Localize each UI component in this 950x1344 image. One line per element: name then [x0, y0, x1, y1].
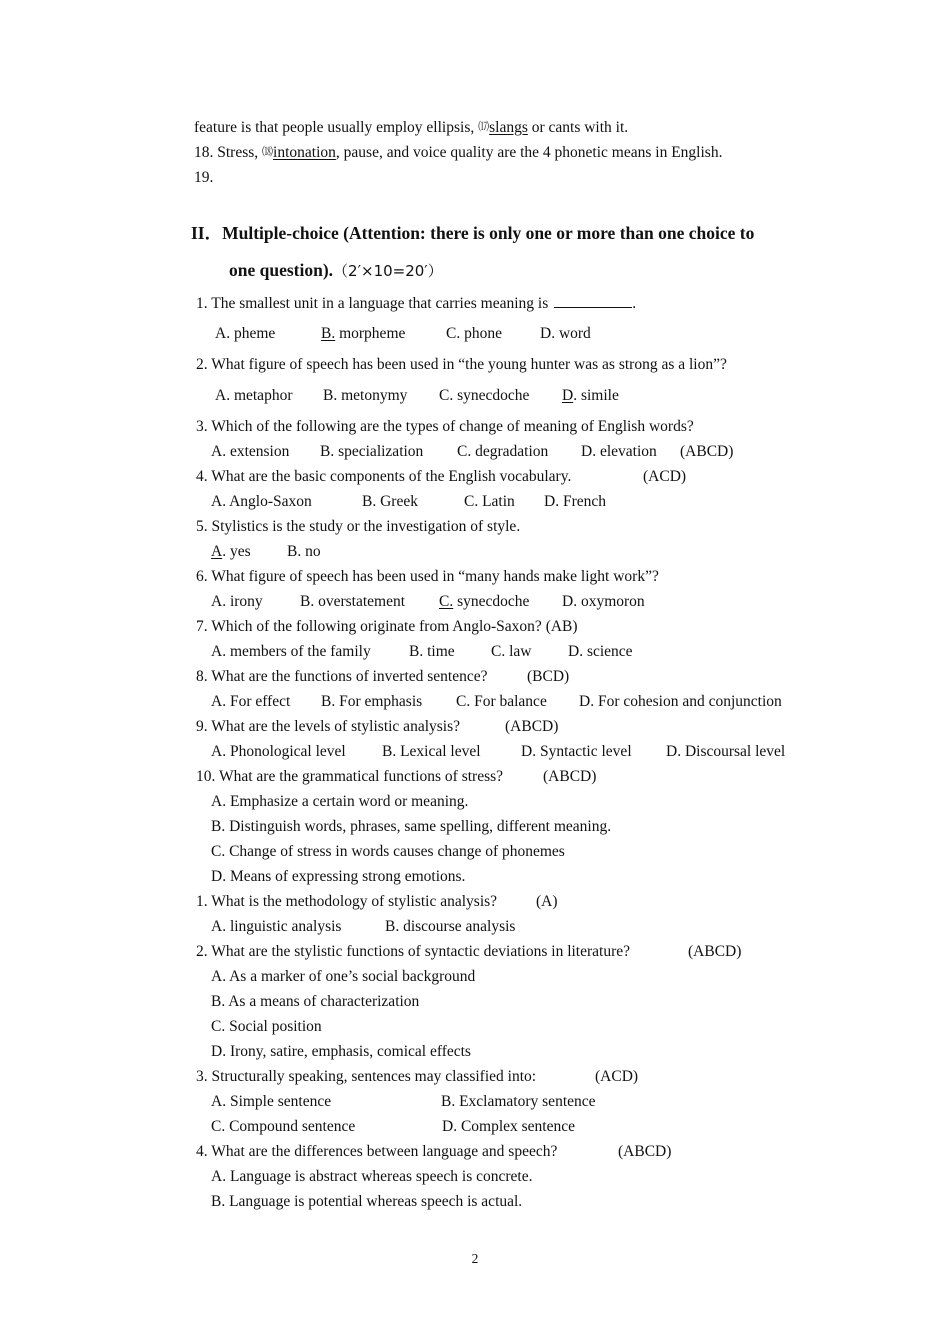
answer-key: (ACD) — [643, 468, 687, 485]
option-a: A. Emphasize a certain word or meaning. — [211, 793, 469, 810]
option-b: B. overstatement — [300, 593, 406, 610]
option-d: D. word — [540, 325, 591, 342]
option-b: B. morpheme — [321, 325, 406, 342]
answer-key: (ABCD) — [505, 718, 559, 735]
option-a: A. extension — [211, 443, 290, 460]
question-2-stem: 2. What figure of speech has been used in “the young hunter was as strong as a lion”? — [196, 356, 727, 373]
option-a: A. pheme — [215, 325, 276, 342]
section-score: （2′×10=20′） — [333, 262, 443, 280]
option-b: B. For emphasis — [321, 693, 423, 710]
option-a: A. irony — [211, 593, 263, 610]
answer-key: (ACD) — [595, 1068, 639, 1085]
option-a: A. Phonological level — [211, 743, 346, 760]
answer-key: (BCD) — [527, 668, 570, 685]
answer-key: (A) — [536, 893, 558, 910]
option-c: C. synecdoche — [439, 387, 530, 404]
answer-key: (ABCD) — [618, 1143, 672, 1160]
option-d: D. simile — [562, 387, 619, 404]
option-b: B. no — [287, 543, 321, 560]
question-6-stem: 6. What figure of speech has been used in “many hands make light work”? — [196, 568, 659, 585]
option-d: D. elevation — [581, 443, 657, 460]
option-c: C. For balance — [456, 693, 547, 710]
option-b: B. time — [409, 643, 455, 660]
answer-intonation: intonation — [273, 144, 336, 161]
option-d: D. oxymoron — [562, 593, 645, 610]
question-5-stem: 5. Stylistics is the study or the investigation of style. — [196, 518, 521, 535]
option-c: D. Syntactic level — [521, 743, 632, 760]
option-c: C. Social position — [211, 1018, 322, 1035]
option-b: B. As a means of characterization — [211, 993, 420, 1010]
option-a: A. For effect — [211, 693, 291, 710]
option-a: A. As a marker of one’s social background — [211, 968, 476, 985]
option-a: A. yes — [211, 543, 251, 560]
question-7-stem: 7. Which of the following originate from Anglo-Saxon? (AB) — [196, 618, 578, 635]
answer-line-19: 19. — [194, 169, 214, 186]
option-b: B. metonymy — [323, 387, 408, 404]
option-d: D. Discoursal level — [666, 743, 786, 760]
option-b: B. Greek — [362, 493, 418, 510]
option-d: D. French — [544, 493, 606, 510]
option-d: D. Means of expressing strong emotions. — [211, 868, 466, 885]
option-a: A. linguistic analysis — [211, 918, 342, 935]
option-d: D. science — [568, 643, 633, 660]
option-d: D. For cohesion and conjunction — [579, 693, 782, 710]
option-a: A. members of the family — [211, 643, 371, 660]
answer-key: (ABCD) — [680, 443, 734, 460]
fill-blank — [554, 293, 632, 308]
option-a: A. Language is abstract whereas speech is concrete. — [211, 1168, 533, 1185]
option-a: A. Simple sentence — [211, 1093, 332, 1110]
answer-slangs: slangs — [489, 119, 528, 136]
question-3-stem: 3. Which of the following are the types of change of meaning of English words? — [196, 418, 694, 435]
circled-number-18: ⒅ — [262, 146, 273, 158]
section-title-line2: one question).（2′×10=20′） — [229, 260, 443, 280]
answer-line-17: feature is that people usually employ ellipsis, ⒄slangs or cants with it. — [194, 119, 629, 136]
option-c: C. Latin — [464, 493, 515, 510]
option-a: A. Anglo-Saxon — [211, 493, 312, 510]
option-b: B. Lexical level — [382, 743, 481, 760]
answer-key: (ABCD) — [688, 943, 742, 960]
answer-line-18: 18. Stress, ⒅intonation, pause, and voice quality are the 4 phonetic means in English. — [194, 144, 723, 161]
option-b: B. discourse analysis — [385, 918, 516, 935]
option-b: B. Exclamatory sentence — [441, 1093, 596, 1110]
option-d: D. Irony, satire, emphasis, comical effects — [211, 1043, 471, 1060]
document-page: feature is that people usually employ ellipsis, ⒄slangs or cants with it. 18. Stress, ⒅intonation, pause, and voice quality are the 4 phonetic means in English. 19. II．Multiple-choice (Attention: there is only one or more than one choice to one question).（2′×10=20′） 1. The smallest unit in a language that carries meaning is . A. pheme B. morpheme C. phone D. word 2. What figure of speech has been used in “the young hunter was as strong as a lion”? A. metaphor B. metonymy C. synecdoche D. simile 3. Which of the following are the types of change of meaning of English words? A. extension B. specialization C. degradation D. elevation (ABCD) 4. What are the basic components of the English vocabulary. (ACD) A. Anglo-Saxon B. Greek C. Latin D. French 5. Stylistics is the study or the investigation of style. A. yes B. no 6. What figure of speech has been used in “many hands make light work”? A. irony B. overstatement C. synecdoche D. oxymoron 7. Which of the following originate from Anglo-Saxon? (AB) A. members of the family B. time C. law D. science 8. What are the functions of inverted sentence? (BCD) A. For effect B. For emphasis C. For balance D. For cohesion and conjunction 9. What are the levels of stylistic analysis? (ABCD) A. Phonological level B. Lexical level D. Syntactic level D. Discoursal level 10. What are the grammatical functions of stress? (ABCD) A. Emphasize a certain word or meaning. B. Distinguish words, phrases, same spelling, different meaning. C. Change of stress in words causes change of phonemes D. Means of expressing strong emotions. 1. What is the methodology of stylistic analysis? (A) A. linguistic analysis B. discourse analysis 2. What are the stylistic functions of syntactic deviations in literature? (ABCD) A. As a marker of one’s social background B. As a means of characterization C. Social position D. Irony, satire, emphasis, comical effects 3. Structurally speaking, sentences may classified into: (ACD) A. Simple sentence B. Exclamatory sentence C. Compound sentence D. Complex sentence 4. What are the differences between language and speech? (ABCD) A. Language is abstract whereas speech is concrete. B. Language is potential whereas speech is actual. 2 — [0, 0, 950, 1344]
option-c: C. degradation — [457, 443, 549, 460]
option-c: C. law — [491, 643, 532, 660]
option-d: D. Complex sentence — [442, 1118, 576, 1135]
question-1-stem: 1. The smallest unit in a language that carries meaning is . — [196, 295, 637, 312]
option-c: C. synecdoche — [439, 593, 530, 610]
option-c: C. phone — [446, 325, 502, 342]
option-b: B. Distinguish words, phrases, same spelling, different meaning. — [211, 818, 612, 835]
option-c: C. Compound sentence — [211, 1118, 356, 1135]
option-b: B. specialization — [320, 443, 424, 460]
option-b: B. Language is potential whereas speech is actual. — [211, 1193, 523, 1210]
section-title: II．Multiple-choice (Attention: there is only one or more than one choice to — [191, 223, 755, 243]
answer-key: (ABCD) — [543, 768, 597, 785]
page-number: 2 — [471, 1251, 479, 1266]
option-a: A. metaphor — [215, 387, 293, 404]
option-c: C. Change of stress in words causes change of phonemes — [211, 843, 565, 860]
circled-number-17: ⒄ — [478, 121, 489, 133]
